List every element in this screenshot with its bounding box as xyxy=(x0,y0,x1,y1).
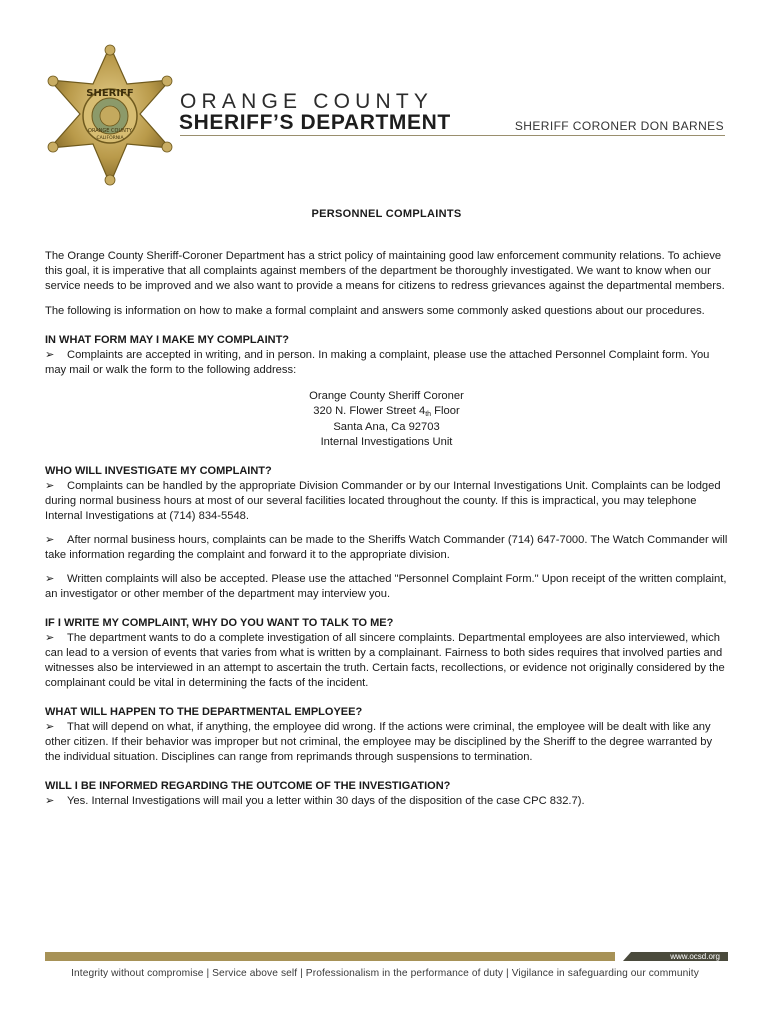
badge-top-text: SHERIFF xyxy=(86,88,134,99)
answer-who-investigates-3 xyxy=(45,572,728,602)
address-line-1: Orange County Sheriff Coroner xyxy=(309,390,464,402)
intro-paragraph-1: The Orange County Sheriff-Coroner Department has a strict policy of maintaining good law enforcement community relations. To achieve this goal, it is imperative that all complaints against members of the department be thoroughly investigated. We want to know when our service needs to be improved and we also want to provide a means for citizens to redress grievances against the departmental members. xyxy=(45,250,725,292)
answer-complaint-form xyxy=(45,348,728,378)
letterhead xyxy=(0,0,770,200)
bullet-arrow-icon: ➢ xyxy=(45,349,55,361)
website-url[interactable]: www.ocsd.org xyxy=(670,952,720,961)
answer-employee-outcome xyxy=(45,720,728,765)
answer-text: That will depend on what, if anything, the employee did wrong. If the actions were criminal, the employee will be dealt with like any other citizen. If their behavior was improper but not criminal, the employee may be disciplined by the Sheriff to the degree warranted by the individual situation. Disciplines can range from reprimands through suspensions to termination. xyxy=(45,721,713,763)
answer-why-talk xyxy=(45,631,728,691)
document-body xyxy=(45,207,728,818)
bullet-arrow-icon: ➢ xyxy=(45,632,55,644)
header-divider xyxy=(180,135,725,136)
address-line-3: Santa Ana, Ca 92703 xyxy=(333,421,440,433)
intro-paragraph-2: The following is information on how to make a formal complaint and answers some commonly asked questions about our procedures. xyxy=(45,305,705,317)
answer-informed-outcome xyxy=(45,794,728,809)
answer-text: Complaints are accepted in writing, and in person. In making a complaint, please use the attached Personnel Complaint form. You may mail or walk the form to the following address: xyxy=(45,349,710,376)
address-street: 320 N. Flower Street 4 xyxy=(313,405,426,417)
badge-bottom-text: CALIFORNIA xyxy=(96,136,124,141)
bullet-arrow-icon: ➢ xyxy=(45,534,55,546)
department-name-line1: ORANGE COUNTY xyxy=(180,90,434,113)
answer-who-investigates-2 xyxy=(45,533,728,563)
badge-ring-text: ORANGE COUNTY xyxy=(88,128,132,134)
sheriff-star-badge-icon xyxy=(40,44,180,186)
answer-text: The department wants to do a complete investigation of all sincere complaints. Departmental employees are also interviewed, which can lead to a version of events that varies from what is written by a complainant. Fairness to both sides requires that involved parties and witnesses also be interviewed in an attempt to ascertain the truth. Certain facts, recollections, or evidence not originally considered by the complainant could be vital in determining the facts of the incident. xyxy=(45,632,725,689)
question-complaint-form: IN WHAT FORM MAY I MAKE MY COMPLAINT? xyxy=(45,334,290,346)
address-floor: Floor xyxy=(431,405,460,417)
address-line-4: Internal Investigations Unit xyxy=(320,436,453,448)
answer-text: Complaints can be handled by the appropriate Division Commander or by our Internal Investigations Unit. Complaints can be lodged during normal business hours at most of our several facilities located throughout the county. If this is impractical, you may telephone Internal Investigations at (714) 834-5548. xyxy=(45,480,721,522)
bullet-arrow-icon: ➢ xyxy=(45,480,55,492)
mailing-address xyxy=(45,389,728,450)
answer-text: After normal business hours, complaints can be made to the Sheriffs Watch Commander (714) 647-7000. The Watch Commander will take information regarding the complaint and forward it to the appropriate division. xyxy=(45,534,728,561)
document-title: PERSONNEL COMPLAINTS xyxy=(311,208,462,220)
address-floor-suffix: th xyxy=(425,411,432,418)
answer-who-investigates-1 xyxy=(45,479,728,524)
answer-text: Yes. Internal Investigations will mail you a letter within 30 days of the disposition of the case CPC 832.7). xyxy=(67,795,585,807)
bullet-arrow-icon: ➢ xyxy=(45,573,55,585)
address-line-2 xyxy=(45,404,728,420)
bullet-arrow-icon: ➢ xyxy=(45,795,55,807)
sheriff-name: SHERIFF CORONER DON BARNES xyxy=(514,119,724,133)
question-who-investigates: WHO WILL INVESTIGATE MY COMPLAINT? xyxy=(45,465,272,477)
letterhead-footer xyxy=(0,948,770,1024)
answer-text: Written complaints will also be accepted. Please use the attached "Personnel Complaint Form." Upon receipt of the written complaint, an investigator or other member of the department may interview you. xyxy=(45,573,727,600)
department-name-line2: SHERIFF’S DEPARTMENT xyxy=(179,111,451,134)
question-why-talk: IF I WRITE MY COMPLAINT, WHY DO YOU WANT TO TALK TO ME? xyxy=(45,617,394,629)
bullet-arrow-icon: ➢ xyxy=(45,721,55,733)
question-informed-outcome: WILL I BE INFORMED REGARDING THE OUTCOME OF THE INVESTIGATION? xyxy=(45,780,451,792)
question-employee-outcome: WHAT WILL HAPPEN TO THE DEPARTMENTAL EMPLOYEE? xyxy=(45,706,363,718)
footer-bar xyxy=(45,952,728,961)
department-motto: Integrity without compromise | Service above self | Professionalism in the performance of duty | Vigilance in safeguarding our community xyxy=(71,968,699,979)
